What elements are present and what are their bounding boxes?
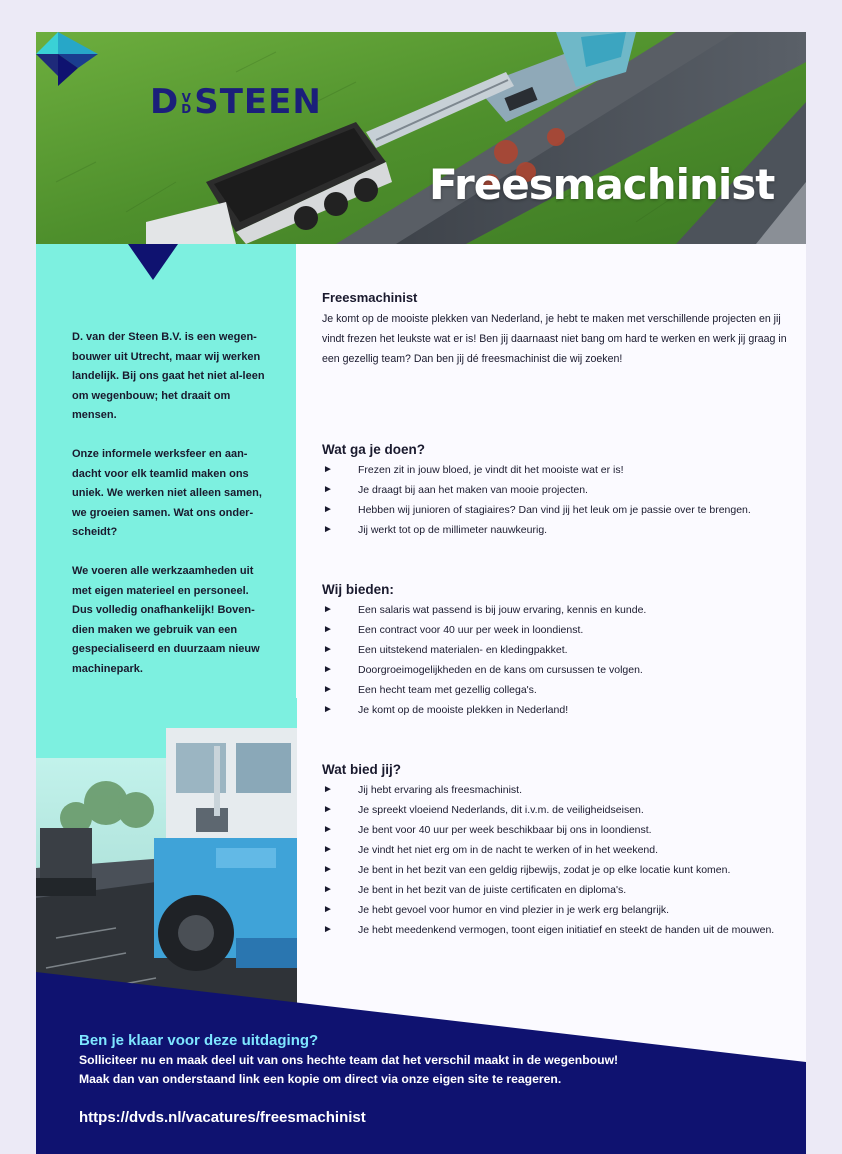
intro-text: Je komt op de mooiste plekken van Nederland, je hebt te maken met verschillende projecten en jij vindt frezen het leukste wat er is! Ben jij daarnaast niet bang om hard te werken en werk jij graag in een gezellig team? Dan ben jij dé freesmachinist die wij zoeken! <box>322 313 787 366</box>
list-item: ► Een salaris wat passend is bij jouw ervaring, kennis en kunde. <box>322 600 792 620</box>
footer-line: Maak dan van onderstaand link een kopie om direct via onze eigen site te reageren. <box>79 1072 562 1086</box>
company-paragraph: D. van der Steen B.V. is een wegen-bouwer uit Utrecht, maar wij werken landelijk. Bij ons gaat het niet al-leen om wegenbouw; het draait om mensen. <box>72 331 265 421</box>
application-link[interactable]: https://dvds.nl/vacatures/freesmachinist <box>79 1109 366 1126</box>
list-item: ► Jij werkt tot op de millimeter nauwkeurig. <box>322 520 792 540</box>
list-item: ► Je komt op de mooiste plekken in Nederland! <box>322 700 792 720</box>
vacancy-flyer <box>36 32 806 1154</box>
section-heading: Wij bieden: <box>322 582 394 597</box>
bullet-arrow-icon: ► <box>323 484 333 495</box>
company-paragraph: We voeren alle werkzaamheden uit met eigen materieel en personeel. Dus volledig onafhankelijk! Boven-dien maken we gebruik van een gespecialiseerd en duurzaam nieuw machinepark. <box>72 565 260 675</box>
bullet-arrow-icon: ► <box>323 804 333 815</box>
list-item: ► Je bent in het bezit van een geldig rijbewijs, zodat je op elke locatie kunt komen. <box>322 860 792 880</box>
list-item: ► Frezen zit in jouw bloed, je vindt dit het mooiste wat er is! <box>322 460 792 480</box>
section-offer <box>322 582 792 720</box>
bullet-arrow-icon: ► <box>323 844 333 855</box>
list-item: ► Je bent in het bezit van de juiste certificaten en diploma's. <box>322 880 792 900</box>
notch-triangle-icon <box>128 244 178 280</box>
bullet-arrow-icon: ► <box>323 884 333 895</box>
list-item: ► Je vindt het niet erg om in de nacht te werken of in het weekend. <box>322 840 792 860</box>
list-item: ► Jij hebt ervaring als freesmachinist. <box>322 780 792 800</box>
list-item: ► Je hebt meedenkend vermogen, toont eigen initiatief en steekt de handen uit de mouwen. <box>322 920 792 940</box>
bullet-arrow-icon: ► <box>323 784 333 795</box>
footer-heading: Ben je klaar voor deze uitdaging? <box>79 1032 319 1049</box>
bullet-arrow-icon: ► <box>323 824 333 835</box>
bullet-arrow-icon: ► <box>323 864 333 875</box>
list-item: ► Je hebt gevoel voor humor en vind plezier in je werk erg belangrijk. <box>322 900 792 920</box>
section-heading: Wat ga je doen? <box>322 442 426 457</box>
hero-title: Freesmachinist <box>429 160 775 209</box>
bullet-arrow-icon: ► <box>323 604 333 615</box>
bullet-arrow-icon: ► <box>323 924 333 935</box>
list-item: ► Je draagt bij aan het maken van mooie projecten. <box>322 480 792 500</box>
bullet-arrow-icon: ► <box>323 644 333 655</box>
logo-wordmark: D V DSTEEN <box>150 82 322 122</box>
machine-photo <box>36 698 297 1008</box>
bullet-arrow-icon: ► <box>323 524 333 535</box>
bullet-arrow-icon: ► <box>323 904 333 915</box>
bullet-arrow-icon: ► <box>323 504 333 515</box>
list-item: ► Je spreekt vloeiend Nederlands, dit i.v.m. de veiligheidseisen. <box>322 800 792 820</box>
bullet-arrow-icon: ► <box>323 684 333 695</box>
footer-cta <box>79 1032 779 1126</box>
bullet-arrow-icon: ► <box>323 464 333 475</box>
list-item: ► Doorgroeimogelijkheden en de kans om cursussen te volgen. <box>322 660 792 680</box>
section-tasks <box>322 442 792 540</box>
section-requirements <box>322 762 792 940</box>
bullet-arrow-icon: ► <box>323 664 333 675</box>
list-item: ► Een hecht team met gezellig collega's. <box>322 680 792 700</box>
intro-heading: Freesmachinist <box>322 290 418 305</box>
task-list <box>322 460 792 540</box>
list-item: ► Een uitstekend materialen- en kledingpakket. <box>322 640 792 660</box>
list-item: ► Hebben wij junioren of stagiaires? Dan vind jij het leuk om je passie over te brengen. <box>322 500 792 520</box>
bullet-arrow-icon: ► <box>323 624 333 635</box>
hero-banner <box>36 32 806 244</box>
requirements-list <box>322 780 792 940</box>
footer-line: Solliciteer nu en maak deel uit van ons hechte team dat het verschil maakt in de wegenbouw! <box>79 1053 619 1067</box>
logo-mark-icon <box>36 32 266 88</box>
offer-list <box>322 600 792 720</box>
section-heading: Wat bied jij? <box>322 762 401 777</box>
company-paragraph: Onze informele werksfeer en aan-dacht voor elk teamlid maken ons uniek. We werken niet alleen samen, we groeien samen. Wat ons onder-scheidt? <box>72 448 262 538</box>
list-item: ► Een contract voor 40 uur per week in loondienst. <box>322 620 792 640</box>
list-item: ► Je bent voor 40 uur per week beschikbaar bij ons in loondienst. <box>322 820 792 840</box>
company-description <box>72 328 268 699</box>
main-content <box>322 290 792 936</box>
bullet-arrow-icon: ► <box>323 704 333 715</box>
